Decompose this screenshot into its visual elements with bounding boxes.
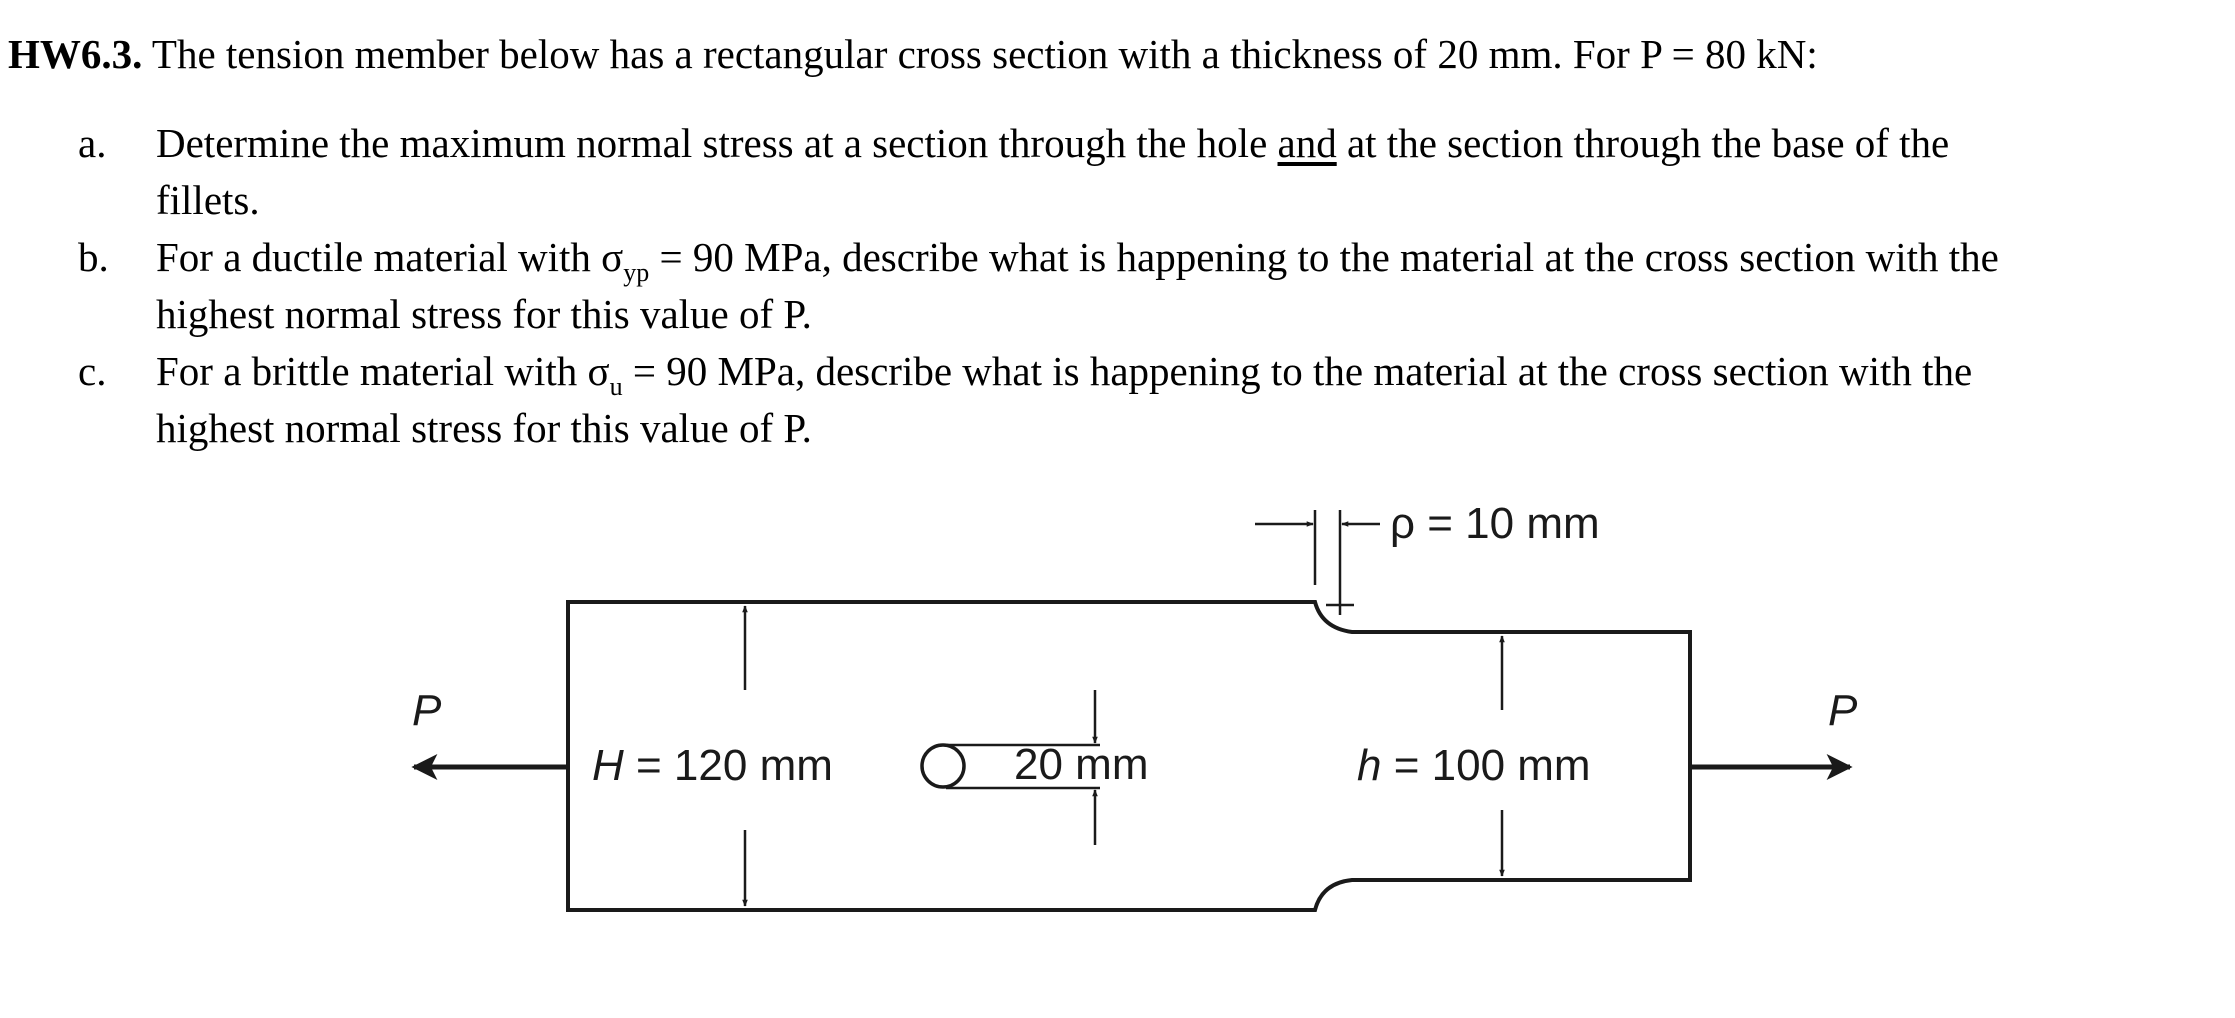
part-line-2: fillets. <box>156 177 260 223</box>
dim-label-H <box>592 741 833 790</box>
load-label-right: P <box>1828 686 1858 735</box>
hole <box>922 745 964 787</box>
part-text-segment: = 90 MPa, describe what is happening to the material at the cross section with the <box>632 348 1973 394</box>
part-text-segment: For a ductile material with σ <box>156 234 624 280</box>
part-label: a. <box>78 120 107 166</box>
part-line-1 <box>156 229 2226 286</box>
dim-symbol: h <box>1357 741 1382 790</box>
part-line-2: highest normal stress for this value of P. <box>156 405 812 451</box>
dim-value: = 120 mm <box>636 741 833 790</box>
part-text-segment: Determine the maximum normal stress at a section through the hole <box>156 120 1268 166</box>
fillet-radius-label: ρ = 10 mm <box>1390 499 1600 548</box>
subscript: u <box>609 372 623 401</box>
part-label: c. <box>78 348 107 394</box>
problem-text: The tension member below has a rectangular cross section with a thickness of 20 mm. For P = 80 kN: <box>151 31 1818 77</box>
dim-symbol: H <box>592 741 624 790</box>
underlined-word: and <box>1277 120 1337 166</box>
dim-value: = 100 mm <box>1393 741 1591 790</box>
part-line-1 <box>156 115 2226 172</box>
part-text-segment: For a brittle material with σ <box>156 348 610 394</box>
load-label-left: P <box>412 686 442 735</box>
part-text <box>156 229 2226 343</box>
part-text-segment: at the section through the base of the <box>1346 120 1950 166</box>
dim-label-h <box>1357 741 1591 790</box>
subscript: yp <box>623 258 650 287</box>
part-label: b. <box>78 234 109 280</box>
part-text-segment: = 90 MPa, describe what is happening to the material at the cross section with the <box>659 234 1999 280</box>
part-line-2: highest normal stress for this value of P. <box>156 291 812 337</box>
tension-member-figure <box>390 490 1870 970</box>
part-text <box>156 115 2226 229</box>
problem-statement <box>8 26 2223 83</box>
problem-number: HW6.3. <box>8 31 143 77</box>
part-text <box>156 343 2226 457</box>
dim-label-hole: 20 mm <box>1014 740 1149 789</box>
part-line-1 <box>156 343 2226 400</box>
tension-member-diagram <box>390 490 1870 970</box>
